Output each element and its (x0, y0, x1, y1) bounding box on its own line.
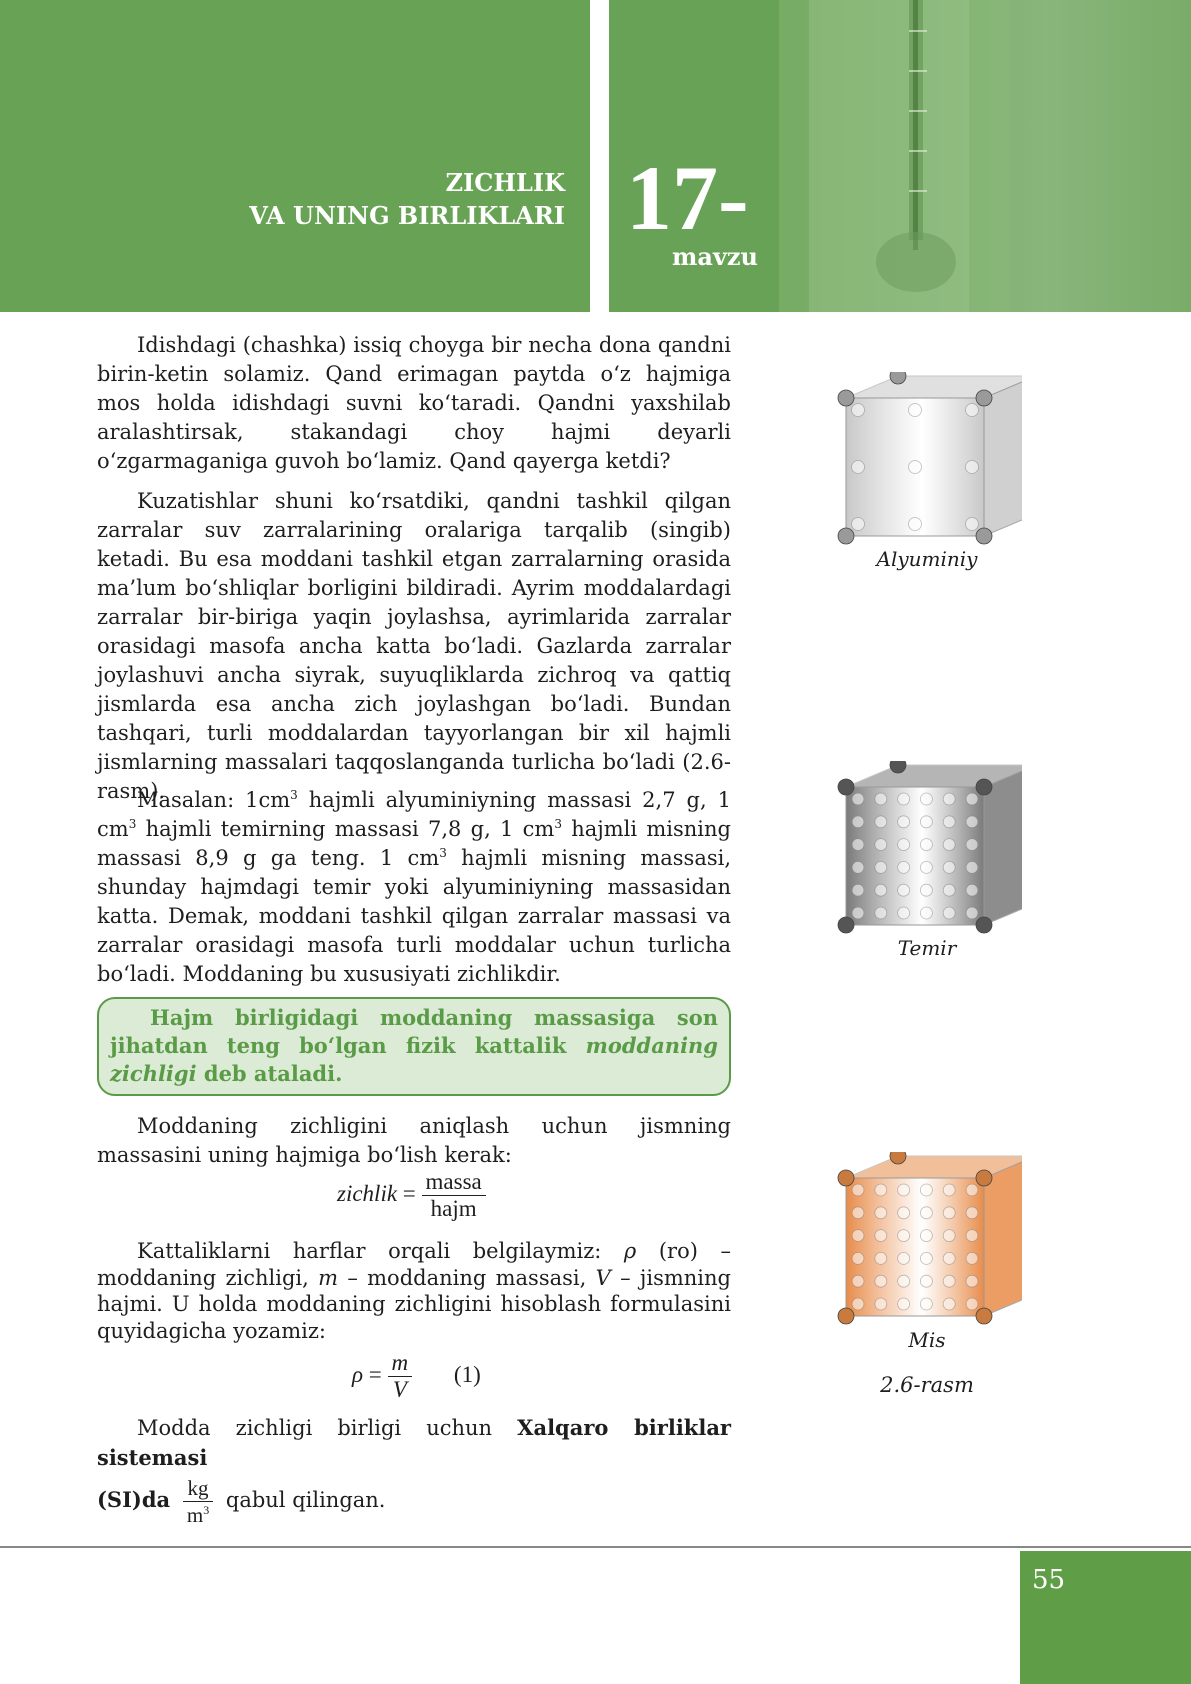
corner-atom (976, 1308, 992, 1324)
lattice-atom (875, 1298, 887, 1310)
paragraph-si-unit-line2: (SI)da $\frac{kg}{m^3}$ qabul qilingan. (97, 1476, 386, 1527)
paragraph-intro-text: Idishdagi (chashka) issiq choyga bir necha dona qandni birin-ketin solamiz. Qand erimagan paytda o‘z hajmiga mos holda idishdagi suvni ko‘taradi. Qandni yaxshilab aralashtirsak, stakandagi choy hajmi deyarli o‘zgarmaganiga guvoh bo‘lamiz. Qand qayerga ketdi? (97, 333, 731, 473)
lattice-atom (898, 839, 910, 851)
lattice-atom (898, 1275, 910, 1287)
lattice-atom (875, 793, 887, 805)
lattice-atom (875, 839, 887, 851)
topic-title-line2: VA UNING BIRLIKLARI (249, 201, 565, 230)
paragraph-example-text: Masalan: $1cm^3$ hajmli alyuminiyning massasi 2,7 g, 1 $cm^3$ hajmli temirning massasi 7,8 g, 1 $cm^3$ hajmli misning massasi 8,9 g ga teng. 1 $cm^3$ hajmli misning massasi, shunday hajmdagi temir yoki alyuminiyning massasidan katta. Demak, moddani tashkil qilgan zarralar massasi va zarralar orasidagi masofa turli moddalar uchun turlicha bo‘ladi. Moddaning bu xususiyati zichlikdir. (97, 788, 732, 986)
lattice-atom (920, 1230, 932, 1242)
formula-rho: ρ = $\frac{m}{V}$ (1) (352, 1350, 481, 1402)
lattice-atom (920, 884, 932, 896)
lattice-atom (943, 1252, 955, 1264)
lattice-atom (852, 1230, 864, 1242)
lattice-atom (966, 1184, 978, 1196)
fraction-massa-hajm: $\frac{\text{massa}}{\text{hajm}}$ (422, 1169, 486, 1222)
lattice-atom (875, 884, 887, 896)
lattice-atom (920, 1252, 932, 1264)
corner-atom (890, 372, 906, 384)
paragraph-method (97, 1112, 731, 1170)
lattice-atom (966, 1230, 978, 1242)
lattice-atom (966, 1275, 978, 1287)
corner-atom (838, 528, 854, 544)
header-divider (590, 0, 609, 312)
formula-zichlik: zichlik = $\frac{\text{massa}}{\text{hajm}}$ (337, 1169, 486, 1222)
lattice-atom (898, 884, 910, 896)
lattice-atom (943, 839, 955, 851)
cube-front-face (846, 787, 984, 925)
caption-alyuminiy: Alyuminiy (876, 547, 978, 571)
lattice-atom (898, 1184, 910, 1196)
topic-title (249, 166, 565, 232)
lattice-atom (875, 1230, 887, 1242)
lattice-atom (898, 1252, 910, 1264)
definition-term: moddaning zichligi (110, 1033, 718, 1086)
corner-atom (838, 1308, 854, 1324)
lattice-atom (909, 404, 922, 417)
lattice-atom (852, 861, 864, 873)
lattice-atom (875, 816, 887, 828)
lattice-atom (943, 1184, 955, 1196)
lattice-atom (875, 861, 887, 873)
lattice-atom (875, 907, 887, 919)
lattice-atom (943, 1230, 955, 1242)
lattice-atom (966, 839, 978, 851)
lattice-atom (875, 1275, 887, 1287)
lattice-atom (966, 884, 978, 896)
corner-atom (838, 1170, 854, 1186)
lattice-atom (966, 1207, 978, 1219)
lattice-atom (943, 793, 955, 805)
paragraph-method-text: Moddaning zichligini aniqlash uchun jismning massasini uning hajmiga bo‘lish kerak: (97, 1114, 731, 1167)
lattice-atom (943, 884, 955, 896)
corner-atom (976, 779, 992, 795)
corner-atom (838, 779, 854, 795)
lattice-atom (898, 1298, 910, 1310)
caption-mis: Mis (908, 1328, 946, 1352)
corner-atom (838, 390, 854, 406)
lattice-atom (966, 1298, 978, 1310)
paragraph-si-unit-text: Modda zichligi birligi uchun Xalqaro birliklar sistemasi (97, 1415, 732, 1470)
lattice-atom (966, 461, 979, 474)
lattice-atom (852, 793, 864, 805)
corner-atom (976, 390, 992, 406)
unit-kg-per-m3: $\frac{kg}{m^3}$ (183, 1475, 213, 1528)
lattice-atom (852, 1275, 864, 1287)
lattice-atom (920, 816, 932, 828)
cube-mis (832, 1152, 1022, 1327)
topic-title-line1: ZICHLIK (445, 168, 565, 197)
corner-atom (976, 528, 992, 544)
lattice-atom (875, 1184, 887, 1196)
corner-atom (890, 761, 906, 773)
lattice-atom (943, 1207, 955, 1219)
page-number: 55 (1032, 1565, 1066, 1595)
corner-atom (976, 1170, 992, 1186)
lattice-atom (898, 1230, 910, 1242)
lattice-atom (966, 518, 979, 531)
lattice-atom (852, 816, 864, 828)
lattice-atom (920, 1275, 932, 1287)
lattice-atom (920, 907, 932, 919)
lattice-atom (852, 907, 864, 919)
lattice-atom (966, 861, 978, 873)
paragraph-si-unit (97, 1413, 731, 1528)
paragraph-example (97, 786, 731, 989)
lattice-atom (852, 1252, 864, 1264)
lattice-atom (852, 1298, 864, 1310)
lattice-atom (920, 793, 932, 805)
lattice-atom (920, 1207, 932, 1219)
cube-temir (832, 761, 1022, 936)
lattice-atom (852, 1207, 864, 1219)
lattice-atom (898, 861, 910, 873)
lattice-atom (920, 861, 932, 873)
lattice-atom (920, 1298, 932, 1310)
figure-label: 2.6-rasm (880, 1373, 974, 1397)
lattice-atom (898, 793, 910, 805)
lattice-atom (898, 816, 910, 828)
lattice-atom (852, 884, 864, 896)
lattice-atom (920, 1184, 932, 1196)
lattice-atom (943, 1275, 955, 1287)
lattice-atom (943, 861, 955, 873)
lattice-atom (943, 816, 955, 828)
lattice-atom (875, 1252, 887, 1264)
fraction-m-v: $\frac{m}{V}$ (388, 1350, 413, 1403)
formula-number: (1) (453, 1361, 481, 1387)
lattice-atom (875, 1207, 887, 1219)
paragraph-intro (97, 331, 731, 476)
lattice-atom (966, 793, 978, 805)
corner-atom (838, 917, 854, 933)
lattice-atom (909, 461, 922, 474)
header-banner-left (0, 0, 590, 312)
lattice-atom (943, 1298, 955, 1310)
lattice-atom (966, 816, 978, 828)
topic-number: 17- (626, 147, 749, 249)
lattice-atom (852, 839, 864, 851)
caption-temir: Temir (897, 936, 957, 960)
definition-box: Hajm birligidagi moddaning massasiga son jihatdan teng bo‘lgan fizik kattalik moddaning zichligi deb ataladi. (97, 997, 731, 1096)
lattice-atom (943, 907, 955, 919)
lattice-atom (966, 404, 979, 417)
lattice-atom (966, 907, 978, 919)
corner-atom (976, 917, 992, 933)
cube-alyuminiy (832, 372, 1022, 547)
lattice-atom (898, 1207, 910, 1219)
paragraph-observations (97, 487, 731, 806)
lattice-atom (852, 461, 865, 474)
paragraph-observations-text: Kuzatishlar shuni ko‘rsatdiki, qandni tashkil qilgan zarralar suv zarralarining oralariga tarqalib (singib) ketadi. Bu esa moddani tashkil etgan zarralarning orasida ma’lum bo‘shliqlar borligini bildiradi. Ayrim moddalardagi zarralar bir-biriga yaqin joylashsa, ayrimlarida zarralar orasidagi masofa ancha katta bo‘ladi. Gazlarda zarralar joylashuvi ancha siyrak, suyuqliklarda zichroq va qattiq jismlarda esa ancha zich joylashgan bo‘ladi. Bundan tashqari, turli moddalardan tayyorlangan bir xil hajmli jismlarning massalari taqqoslanganda turlicha bo‘ladi (2.6-rasm). (97, 489, 731, 803)
lattice-atom (852, 518, 865, 531)
paragraph-notation-text: Kattaliklarni harflar orqali belgilaymiz: ρ (ro) – moddaning zichligi, m – moddaning massasi, V – jismning hajmi. U holda moddaning zichligini hisoblash formulasini quyidagicha yozamiz: (97, 1239, 731, 1343)
corner-atom (890, 1152, 906, 1164)
cube-front-face (846, 1178, 984, 1316)
lattice-atom (909, 518, 922, 531)
topic-label: mavzu (672, 242, 758, 271)
lattice-atom (852, 1184, 864, 1196)
paragraph-notation (97, 1238, 731, 1344)
lattice-atom (920, 839, 932, 851)
footer-rule (0, 1546, 1191, 1548)
lattice-atom (898, 907, 910, 919)
lattice-atom (852, 404, 865, 417)
lattice-atom (966, 1252, 978, 1264)
